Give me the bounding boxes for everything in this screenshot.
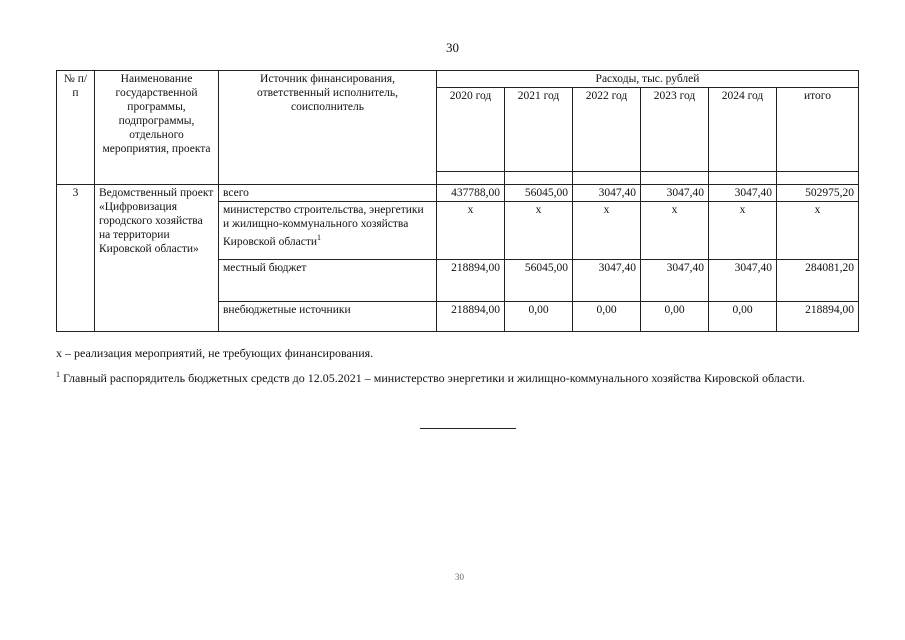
source-cell: всего xyxy=(219,185,437,202)
header-num: № п/п xyxy=(57,71,95,185)
value-cell: 218894,00 xyxy=(437,302,505,332)
header-expenses: Расходы, тыс. рублей xyxy=(437,71,859,88)
value-cell: 0,00 xyxy=(709,302,777,332)
value-cell: х xyxy=(437,202,505,260)
separator-line xyxy=(420,428,516,429)
value-cell: х xyxy=(709,202,777,260)
value-cell: 56045,00 xyxy=(505,260,573,302)
value-cell: 0,00 xyxy=(573,302,641,332)
value-cell: 0,00 xyxy=(505,302,573,332)
value-cell: 502975,20 xyxy=(777,185,859,202)
value-cell: 437788,00 xyxy=(437,185,505,202)
row-num: 3 xyxy=(57,185,95,332)
header-year-2024: 2024 год xyxy=(709,88,777,172)
header-year-2023: 2023 год xyxy=(641,88,709,172)
footnote-ref: 1 xyxy=(317,233,322,242)
source-cell xyxy=(219,202,437,260)
source-cell: внебюджетные источники xyxy=(219,302,437,332)
row-name: Ведомственный проект «Цифровизация городского хозяйства на территории Кировской области» xyxy=(95,185,219,332)
header-name: Наименование государственной программы, подпрограммы, отдельного мероприятия, проекта xyxy=(95,71,219,185)
table-row xyxy=(57,185,859,202)
value-cell: х xyxy=(505,202,573,260)
header-source: Источник финансирования, ответственный исполнитель, соисполнитель xyxy=(219,71,437,185)
value-cell: х xyxy=(573,202,641,260)
value-cell: 0,00 xyxy=(641,302,709,332)
value-cell: 56045,00 xyxy=(505,185,573,202)
value-cell: 3047,40 xyxy=(573,185,641,202)
value-cell: 284081,20 xyxy=(777,260,859,302)
source-cell: местный бюджет xyxy=(219,260,437,302)
header-row xyxy=(57,71,859,88)
page-number: 30 xyxy=(446,40,459,55)
value-cell: 3047,40 xyxy=(709,260,777,302)
header-total: итого xyxy=(777,88,859,172)
value-cell: 218894,00 xyxy=(777,302,859,332)
footnote-1-text: Главный распорядитель бюджетных средств до 12.05.2021 – министерство энергетики и жилищно-коммунального хозяйства Кировской области. xyxy=(63,371,806,385)
header-year-2021: 2021 год xyxy=(505,88,573,172)
value-cell: 3047,40 xyxy=(709,185,777,202)
value-cell: х xyxy=(777,202,859,260)
value-cell: 3047,40 xyxy=(641,185,709,202)
value-cell: х xyxy=(641,202,709,260)
header-year-2020: 2020 год xyxy=(437,88,505,172)
bottom-page-number: 30 xyxy=(455,572,464,582)
budget-table xyxy=(56,70,859,332)
source-text: министерство строительства, энергетики и жилищно-коммунального хозяйства Кировской области xyxy=(223,204,424,248)
header-year-2022: 2022 год xyxy=(573,88,641,172)
footnote-x: х – реализация мероприятий, не требующих финансирования. xyxy=(56,346,374,360)
value-cell: 218894,00 xyxy=(437,260,505,302)
value-cell: 3047,40 xyxy=(641,260,709,302)
value-cell: 3047,40 xyxy=(573,260,641,302)
footnote-mark: 1 xyxy=(56,370,60,379)
footnote-1 xyxy=(56,370,805,386)
